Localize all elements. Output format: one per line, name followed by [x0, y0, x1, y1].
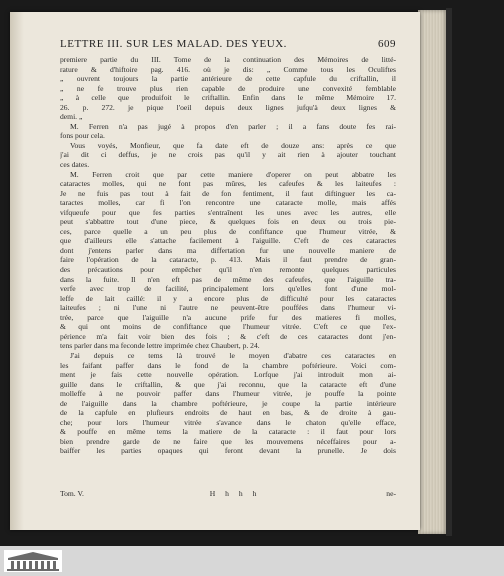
- text-line: de la capfule en plufieurs endroits de haut en bas, & de droite à gau-: [60, 408, 396, 418]
- text-line: premiere partie du III. Tome de la continuation des Mémoires de litté-: [60, 55, 396, 64]
- text-line: peut s'abbattre tout d'une piece, & quelques fois en deux ou trois pie-: [60, 217, 396, 227]
- running-title: LETTRE III. SUR LES MALAD. DES YEUX.: [60, 38, 287, 50]
- text-line: bien prendre garde de ne faire que les mouvemens néceffaires pour a-: [60, 436, 396, 446]
- page-gutter: [10, 12, 24, 530]
- text-line: Vous voyés, Monfieur, que fa date eft de douze ans: après ce que: [70, 140, 396, 150]
- text-line: ment je fais cette nouvelle opération. Lorfque j'ai introduit mon ai-: [60, 370, 396, 380]
- page-number: 609: [378, 38, 396, 50]
- text-line: dont j'entens parler dans ma differtation fur une nouvelle maniere de: [60, 245, 396, 255]
- text-line: „ à celle que produifoit le criftallin. Enfin dans le même Mémoire 17.: [60, 93, 396, 103]
- text-line: de l'aiguille dans la chambre poftérieure, je coupe la partie intérieure: [60, 398, 396, 408]
- text-line: Je ne fuis pas tout à fait de fon fentiment, il faut diftinguer les ca-: [60, 188, 396, 198]
- text-line: che; pour lors l'humeur vitrée s'avance dans le chaton qu'elle efface,: [60, 417, 396, 427]
- text-line: les faifant paffer dans le fond de la chambre poftérieure. Voici com-: [60, 360, 396, 370]
- text-line: j'ai dit ci deffus, je ne crois pas qu'il y ait rien à ajouter touchant: [60, 150, 396, 160]
- volume-label: Tom. V.: [60, 489, 84, 498]
- text-line: cataractes molles, qui ne font pas mûres, les cafeufes & les laiteufes :: [60, 179, 396, 189]
- text-line: tens parler dans ma feconde lettre imprimée chez Chaubert, p. 24.: [60, 341, 260, 351]
- text-line: taractes molles, car fi l'on rencontre une cataracte molle, mais affés: [60, 198, 396, 208]
- text-line: périence m'a fait voir bien des fois ; & c'eft de ces cataractes dont j'en-: [60, 331, 396, 341]
- text-line: vifqueufe pour que fes parties s'entraînent les unes avec les autres, elle: [60, 207, 396, 217]
- library-building-logo-icon[interactable]: [4, 550, 62, 572]
- text-line: & pouffe en même tems la matiere de la cataracte : il faut pour lors: [60, 427, 396, 437]
- text-line: guille dans le criftallin, & que j'ai reconnu, que la cataracte eft d'une: [60, 379, 396, 389]
- text-line: 26. p. 272. je pique l'oeil depuis deux lignes jufqu'à deux lignes &: [60, 102, 396, 112]
- text-line: & qui ont moins de confiftance que l'humeur vitrée. C'eft ce que l'ex-: [60, 322, 396, 332]
- signature-mark: H h h h: [209, 489, 261, 498]
- body-text: [60, 55, 396, 456]
- text-line: ces, parce quelle a un peu plus de confiftance que l'humeur vitrée, &: [60, 226, 396, 236]
- text-line: „ ouvrent toujours la partie antérieure de cette capfule du criftallin, il: [60, 74, 396, 84]
- text-line: ces dates.: [60, 160, 90, 170]
- text-line: dans la fuite. Il n'en eft pas de même des cafeufes, que l'aiguille tra-: [60, 274, 396, 284]
- text-line: „ ne fe trouve plus rien capable de produire une convexité femblable: [60, 83, 396, 93]
- text-line: verfe avec trop de facilité, principalement lors qu'elles font d'une mol-: [60, 284, 396, 294]
- catchword: ne-: [386, 489, 396, 498]
- text-line: leffe de lait caillé: il y a encore plus de difficulté pour les cataractes: [60, 293, 396, 303]
- running-header: [60, 38, 396, 50]
- text-line: demi. „: [60, 112, 83, 122]
- text-line: J'ai depuis ce tems là trouvé le moyen d'abatre ces cataractes en: [70, 350, 396, 360]
- text-line: trée, parce que l'aiguille n'a aucune prife fur des matieres fi molles,: [60, 312, 396, 322]
- page-edges: [418, 10, 448, 534]
- text-line: baiffer les parties opaques qui feront devant la prunelle. Je dois: [60, 446, 396, 456]
- page-shadow: [446, 8, 452, 536]
- text-line: que d'ailleurs elle s'attache facilement à l'aiguille. C'eft de ces cataractes: [60, 236, 396, 246]
- text-line: M. Ferren croit que par cette maniere d'operer on peut abbatre les: [70, 169, 396, 179]
- text-line: faire l'opération de la cataracte, p. 413. Mais il faut prendre de gran-: [60, 255, 396, 265]
- page-footer: [60, 489, 396, 498]
- text-line: molleffe à ne pouvoir paffer dans l'humeur vitrée, je pouffe la pointe: [60, 389, 396, 399]
- text-line: M. Ferren n'a pas jugé à propos d'en parler ; il a fans doute fes rai-: [70, 121, 396, 131]
- text-line: des précautions pour empêcher qu'il n'en remonte quelques particules: [60, 265, 396, 275]
- bottom-toolbar: [0, 546, 504, 576]
- text-line: rature & d'hiftoire pag. 416. où je dis: „ Comme tous les Oculiftes: [60, 64, 396, 74]
- text-line: fons pour cela.: [60, 131, 105, 141]
- text-line: laiteufes ; ni l'une ni l'autre ne peuvent-être pouffées dans l'humeur vi-: [60, 303, 396, 313]
